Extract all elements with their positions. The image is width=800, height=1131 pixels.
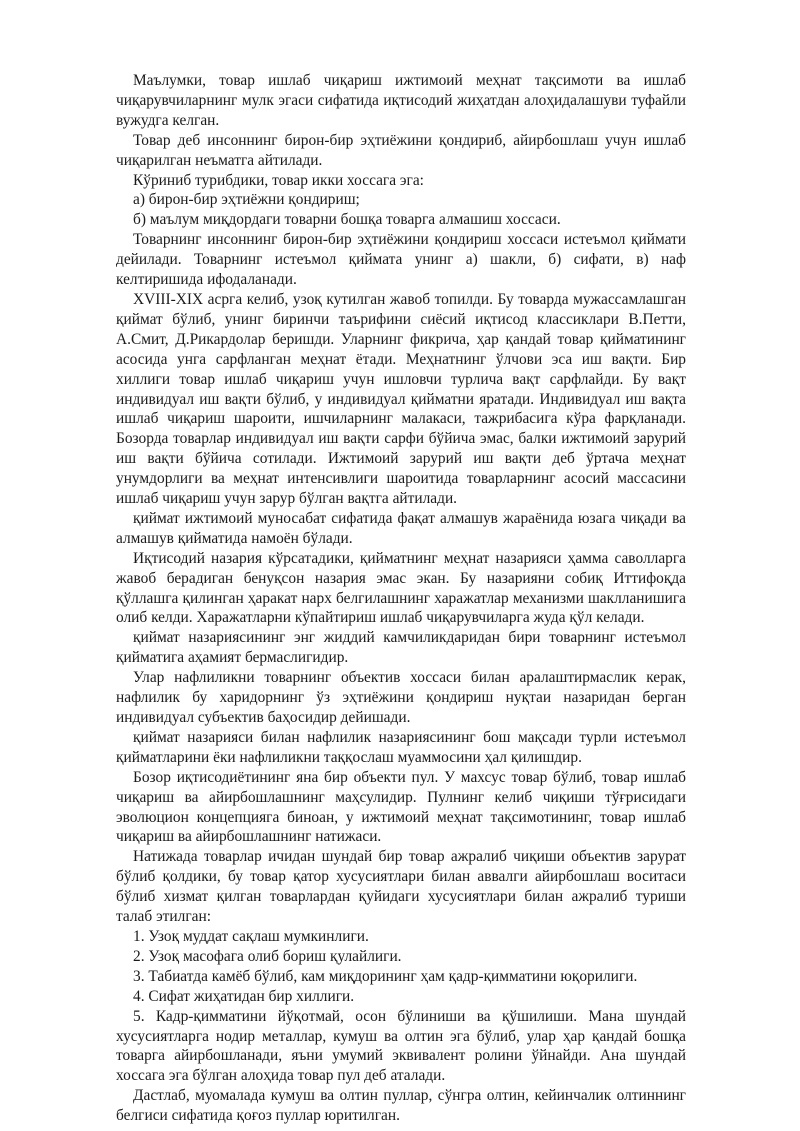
paragraph-6: қиймат ижтимоий муносабат сифатида фақат алмашув жараёнида юзага чиқади ва алмашув қийматида намоён бўлади. — [116, 509, 686, 547]
numbered-item-1: 1. Узоқ муддат сақлаш мумкинлиги. — [133, 927, 369, 945]
numbered-item-5: 5. Кадр-қимматини йўқотмай, осон бўлиниши ва қўшилиши. Мана шундай хусусиятларга нодир металлар, кумуш ва олтин эга бўлиб, улар ҳар қандай бошқа товарга айирбошланади, яъни умумий эквивалент ролини ўйнайди. Ана шундай хоссага эга бўлган алоҳида товар пул деб аталади. — [116, 1007, 686, 1085]
paragraph-3: Кўриниб турибдики, товар икки хоссага эга: — [133, 171, 424, 189]
paragraph-9: Улар нафлиликни товарнинг объектив хоссаси билан аралаштирмаслик керак, нафлилик бу харидорнинг ўз эҳтиёжини қондириш нуқтаи назаридан берган индивидуал субъектив баҳосидир дейишади. — [116, 669, 686, 726]
paragraph-13: Дастлаб, муомалада кумуш ва олтин пуллар, сўнгра олтин, кейинчалик олтиннинг белгиси сифатида қоғоз пуллар юритилган. — [116, 1087, 686, 1125]
paragraph-1: Маълумки, товар ишлаб чиқариш ижтимоий меҳнат тақсимоти ва ишлаб чиқарувчиларнинг мулк эгаси сифатида иқтисодий жиҳатдан алоҳидалашуви туфайли вужудга келган. — [116, 72, 686, 129]
document-page — [116, 71, 686, 1126]
paragraph-8: қиймат назариясининг энг жиддий камчиликдаридан бири товарнинг истеъмол қийматига аҳамият бермаслигидир. — [116, 629, 686, 667]
paragraph-4: Товарнинг инсоннинг бирон-бир эҳтиёжини қондириш хоссаси истеъмол қиймати дейилади. Товарнинг истеъмол қиймата унинг а) шакли, б) сифати, в) наф келтиришида ифодаланади. — [116, 231, 686, 289]
paragraph-10: қиймат назарияси билан нафлилик назариясининг бош мақсади турли истеъмол қийматларини ёки нафлиликни таққослаш муаммосини ҳал қилишдир. — [116, 728, 686, 766]
paragraph-11: Бозор иқтисодиётининг яна бир объекти пул. У махсус товар бўлиб, товар ишлаб чиқариш ва айирбошлашнинг маҳсулидир. Пулнинг келиб чиқиши тўғрисидаги эволюцион концепцияга биноан, у ижтимоий меҳнат тақсимотининг, товар ишлаб чиқариш ва айирбошлашнинг натижаси. — [116, 768, 686, 846]
paragraph-5: XVIII-XIX асрга келиб, узоқ кутилган жавоб топилди. Бу товарда мужассамлашган қиймат бўлиб, унинг биринчи таърифини сиёсий иқтисод классиклари В.Петти, А.Смит, Д.Рикардолар беришди. Уларнинг фикрича, ҳар қандай товар қийматининг асосида унга сарфланган меҳнат ётади. Меҳнатнинг ўлчови эса иш вақти. Бир хиллиги товар ишлаб чиқариш учун ишловчи турлича вақт сарфлайди. Бу вақт индивидуал иш вақти бўлиб, у индивидуал қийматни яратади. Индивидуал иш вақта ишлаб чиқариш шароити, ишчиларнинг малакаси, тажрибасига кўра фарқланади. Бозорда товарлар индивидуал иш вақти сарфи бўйича эмас, балки ижтимоий зарурий иш вақти бўйича сотилади. Ижтимоий зарурий иш вақти деб ўртача меҳнат унумдорлиги ва меҳнат интенсивлиги шароитида товарларнинг асосий массасини ишлаб чиқариш учун зарур бўлган вақтга айтилади. — [116, 290, 686, 508]
numbered-item-3: 3. Табиатда камёб бўлиб, кам миқдорининг ҳам қадр-қимматини юқорилиги. — [133, 967, 638, 985]
list-item-a: а) бирон-бир эҳтиёжни қондириш; — [133, 191, 360, 209]
paragraph-2: Товар деб инсоннинг бирон-бир эҳтиёжини қондириб, айирбошлаш учун ишлаб чиқарилган неъматга айтилади. — [116, 131, 686, 169]
numbered-item-4: 4. Сифат жиҳатидан бир хиллиги. — [133, 987, 355, 1005]
paragraph-7: Иқтисодий назария кўрсатадики, қийматнинг меҳнат назарияси ҳамма саволларга жавоб берадиган бенуқсон назария эмас экан. Бу назарияни собиқ Иттифоқда қўллашга қилинган ҳаракат нарх белгилашнинг харажатлар механизми шаклланишига олиб келди. Харажатларни кўпайтириш ишлаб чиқарувчиларга жуда қўл келади. — [116, 549, 686, 627]
numbered-item-2: 2. Узоқ масофага олиб бориш қулайлиги. — [133, 947, 402, 965]
paragraph-12: Натижада товарлар ичидан шундай бир товар ажралиб чиқиши объектив зарурат бўлиб қолдики, бу товар қатор хусусиятлари билан аввалги айирбошлаш воситаси бўлиб хизмат қилган товарлардан қуйидаги хусусиятлари билан ажралиб туриши талаб этилган: — [116, 848, 686, 926]
list-item-b: б) маълум миқдордаги товарни бошқа товарга алмашиш хоссаси. — [133, 211, 561, 229]
